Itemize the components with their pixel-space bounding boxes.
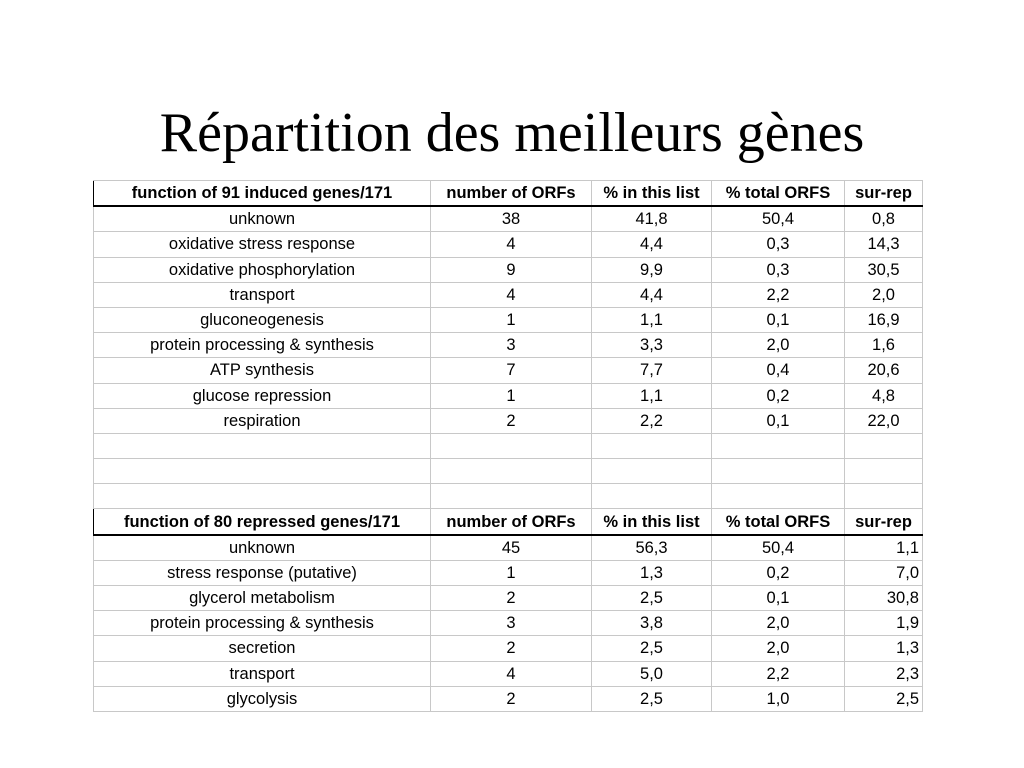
table-row bbox=[94, 282, 923, 307]
percent-total-cell: 2,2 bbox=[712, 661, 845, 686]
empty-cell bbox=[712, 484, 845, 509]
sur-rep-cell: 1,9 bbox=[845, 611, 923, 636]
function-cell: glycerol metabolism bbox=[94, 586, 431, 611]
table-row bbox=[94, 408, 923, 433]
orf-count-cell: 45 bbox=[431, 535, 592, 561]
percent-list-cell: 4,4 bbox=[592, 282, 712, 307]
sur-rep-cell: 1,3 bbox=[845, 636, 923, 661]
percent-total-cell: 2,0 bbox=[712, 333, 845, 358]
empty-row bbox=[94, 433, 923, 458]
percent-list-cell: 3,8 bbox=[592, 611, 712, 636]
percent-list-cell: 7,7 bbox=[592, 358, 712, 383]
table-row bbox=[94, 586, 923, 611]
table-row bbox=[94, 232, 923, 257]
table-row bbox=[94, 560, 923, 585]
percent-total-cell: 0,4 bbox=[712, 358, 845, 383]
function-cell: secretion bbox=[94, 636, 431, 661]
function-cell: oxidative stress response bbox=[94, 232, 431, 257]
sur-rep-cell: 2,3 bbox=[845, 661, 923, 686]
sur-rep-cell: 30,5 bbox=[845, 257, 923, 282]
percent-list-cell: 2,5 bbox=[592, 586, 712, 611]
percent-total-cell: 0,1 bbox=[712, 307, 845, 332]
orf-count-cell: 3 bbox=[431, 611, 592, 636]
slide-title: Répartition des meilleurs gènes bbox=[159, 102, 865, 164]
percent-total-cell: 0,1 bbox=[712, 586, 845, 611]
percent-list-cell: 4,4 bbox=[592, 232, 712, 257]
table-row bbox=[94, 611, 923, 636]
orf-count-cell: 2 bbox=[431, 586, 592, 611]
table-row bbox=[94, 686, 923, 711]
function-cell: protein processing & synthesis bbox=[94, 611, 431, 636]
sur-rep-cell: 4,8 bbox=[845, 383, 923, 408]
percent-total-cell: 2,2 bbox=[712, 282, 845, 307]
header-number-of-orfs: number of ORFs bbox=[431, 181, 592, 207]
orf-count-cell: 1 bbox=[431, 307, 592, 332]
header-function: function of 80 repressed genes/171 bbox=[94, 509, 431, 535]
empty-cell bbox=[94, 433, 431, 458]
empty-cell bbox=[845, 433, 923, 458]
empty-cell bbox=[431, 484, 592, 509]
table-row bbox=[94, 257, 923, 282]
table-row bbox=[94, 383, 923, 408]
percent-list-cell: 2,5 bbox=[592, 636, 712, 661]
percent-total-cell: 0,2 bbox=[712, 560, 845, 585]
table-row bbox=[94, 535, 923, 561]
percent-list-cell: 1,1 bbox=[592, 383, 712, 408]
empty-cell bbox=[431, 433, 592, 458]
header-percent-in-list: % in this list bbox=[592, 509, 712, 535]
percent-total-cell: 2,0 bbox=[712, 611, 845, 636]
sur-rep-cell: 2,0 bbox=[845, 282, 923, 307]
header-sur-rep: sur-rep bbox=[845, 181, 923, 207]
orf-count-cell: 2 bbox=[431, 408, 592, 433]
function-cell: ATP synthesis bbox=[94, 358, 431, 383]
orf-count-cell: 9 bbox=[431, 257, 592, 282]
empty-cell bbox=[431, 459, 592, 484]
orf-count-cell: 4 bbox=[431, 232, 592, 257]
function-cell: gluconeogenesis bbox=[94, 307, 431, 332]
empty-cell bbox=[845, 484, 923, 509]
header-number-of-orfs: number of ORFs bbox=[431, 509, 592, 535]
header-percent-total-orfs: % total ORFS bbox=[712, 509, 845, 535]
empty-cell bbox=[712, 433, 845, 458]
percent-total-cell: 0,3 bbox=[712, 232, 845, 257]
orf-count-cell: 2 bbox=[431, 686, 592, 711]
orf-count-cell: 7 bbox=[431, 358, 592, 383]
empty-cell bbox=[94, 484, 431, 509]
percent-list-cell: 9,9 bbox=[592, 257, 712, 282]
function-cell: glycolysis bbox=[94, 686, 431, 711]
percent-list-cell: 2,2 bbox=[592, 408, 712, 433]
header-percent-in-list: % in this list bbox=[592, 181, 712, 207]
orf-count-cell: 38 bbox=[431, 206, 592, 232]
function-cell: stress response (putative) bbox=[94, 560, 431, 585]
percent-list-cell: 56,3 bbox=[592, 535, 712, 561]
function-cell: transport bbox=[94, 661, 431, 686]
function-cell: unknown bbox=[94, 206, 431, 232]
orf-count-cell: 4 bbox=[431, 282, 592, 307]
induced-header-row bbox=[94, 181, 923, 207]
percent-list-cell: 3,3 bbox=[592, 333, 712, 358]
empty-cell bbox=[712, 459, 845, 484]
orf-count-cell: 1 bbox=[431, 560, 592, 585]
empty-row bbox=[94, 484, 923, 509]
sur-rep-cell: 2,5 bbox=[845, 686, 923, 711]
table-row bbox=[94, 661, 923, 686]
empty-cell bbox=[845, 459, 923, 484]
repressed-header-row bbox=[94, 509, 923, 535]
percent-list-cell: 5,0 bbox=[592, 661, 712, 686]
percent-total-cell: 0,3 bbox=[712, 257, 845, 282]
sur-rep-cell: 30,8 bbox=[845, 586, 923, 611]
orf-count-cell: 4 bbox=[431, 661, 592, 686]
table-row bbox=[94, 358, 923, 383]
function-cell: transport bbox=[94, 282, 431, 307]
sur-rep-cell: 0,8 bbox=[845, 206, 923, 232]
empty-row bbox=[94, 459, 923, 484]
header-sur-rep: sur-rep bbox=[845, 509, 923, 535]
orf-count-cell: 1 bbox=[431, 383, 592, 408]
percent-list-cell: 2,5 bbox=[592, 686, 712, 711]
percent-total-cell: 0,2 bbox=[712, 383, 845, 408]
empty-cell bbox=[94, 459, 431, 484]
sur-rep-cell: 1,1 bbox=[845, 535, 923, 561]
percent-total-cell: 2,0 bbox=[712, 636, 845, 661]
table-row bbox=[94, 636, 923, 661]
table-row bbox=[94, 307, 923, 332]
percent-total-cell: 0,1 bbox=[712, 408, 845, 433]
function-cell: protein processing & synthesis bbox=[94, 333, 431, 358]
table-row bbox=[94, 206, 923, 232]
percent-list-cell: 41,8 bbox=[592, 206, 712, 232]
sur-rep-cell: 22,0 bbox=[845, 408, 923, 433]
sur-rep-cell: 16,9 bbox=[845, 307, 923, 332]
function-cell: respiration bbox=[94, 408, 431, 433]
orf-count-cell: 2 bbox=[431, 636, 592, 661]
function-cell: glucose repression bbox=[94, 383, 431, 408]
empty-cell bbox=[592, 459, 712, 484]
percent-total-cell: 1,0 bbox=[712, 686, 845, 711]
function-cell: oxidative phosphorylation bbox=[94, 257, 431, 282]
sur-rep-cell: 20,6 bbox=[845, 358, 923, 383]
header-function: function of 91 induced genes/171 bbox=[94, 181, 431, 207]
function-cell: unknown bbox=[94, 535, 431, 561]
genes-table bbox=[93, 180, 923, 712]
percent-total-cell: 50,4 bbox=[712, 206, 845, 232]
header-percent-total-orfs: % total ORFS bbox=[712, 181, 845, 207]
table-row bbox=[94, 333, 923, 358]
percent-list-cell: 1,1 bbox=[592, 307, 712, 332]
empty-cell bbox=[592, 433, 712, 458]
sur-rep-cell: 1,6 bbox=[845, 333, 923, 358]
orf-count-cell: 3 bbox=[431, 333, 592, 358]
sur-rep-cell: 14,3 bbox=[845, 232, 923, 257]
percent-list-cell: 1,3 bbox=[592, 560, 712, 585]
sur-rep-cell: 7,0 bbox=[845, 560, 923, 585]
empty-cell bbox=[592, 484, 712, 509]
percent-total-cell: 50,4 bbox=[712, 535, 845, 561]
